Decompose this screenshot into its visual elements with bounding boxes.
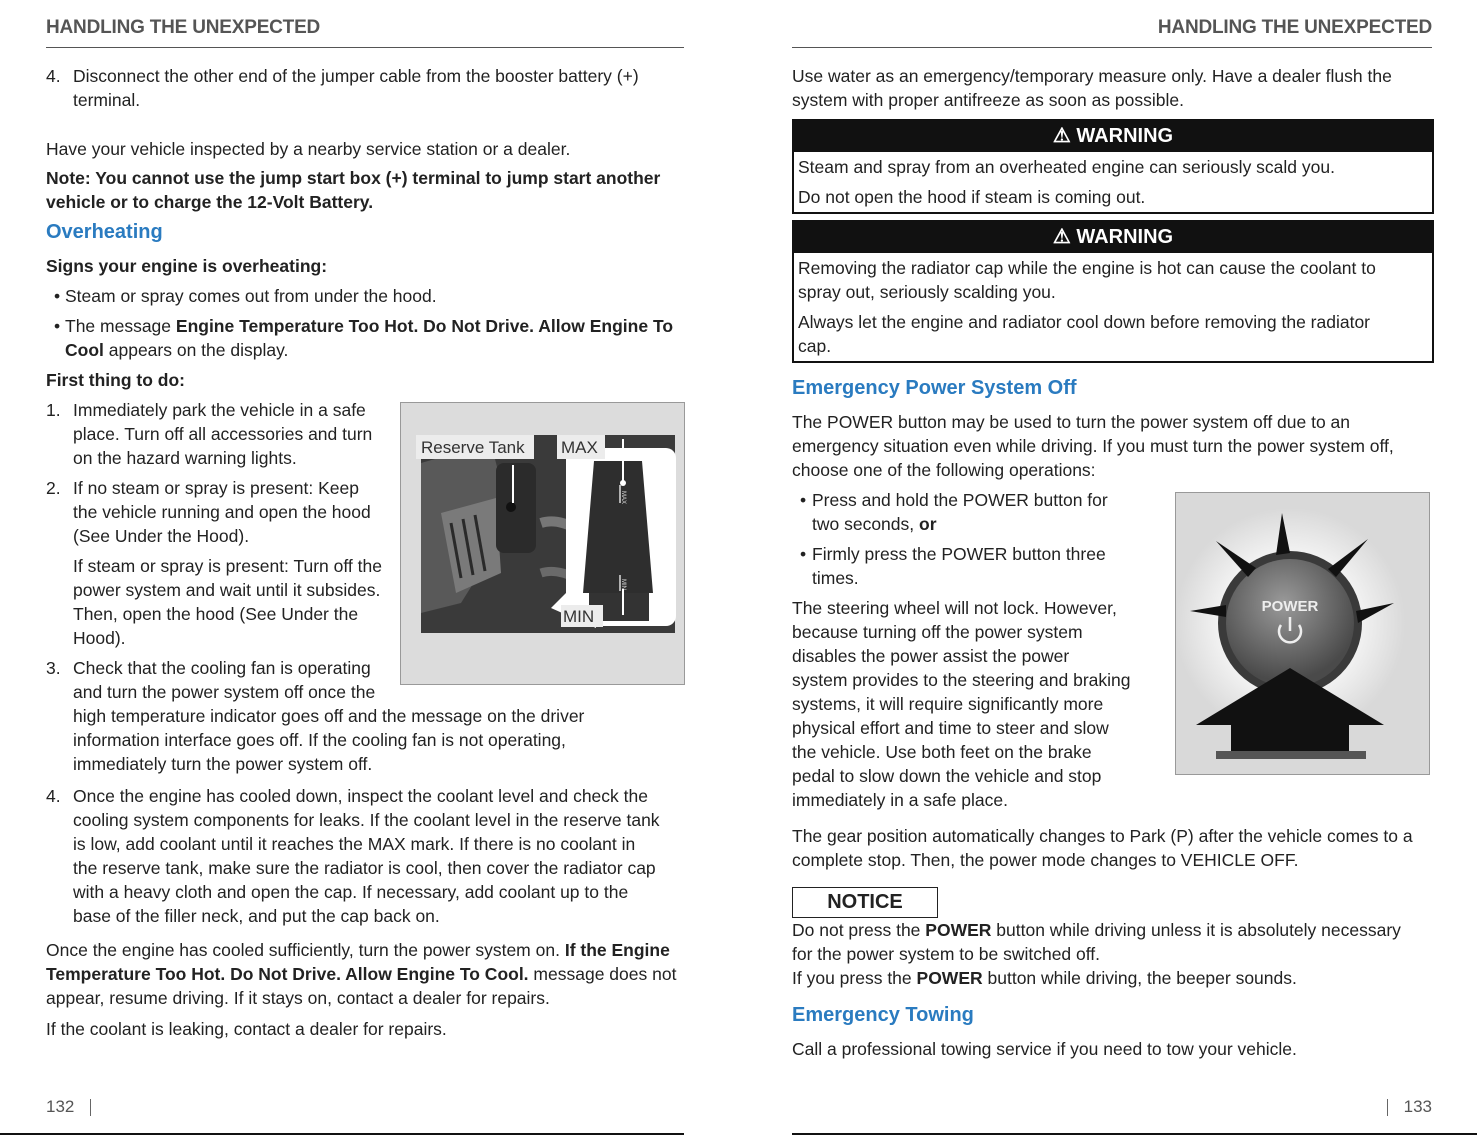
engine-bay-illustration xyxy=(401,403,684,684)
message-text: Engine Temperature Too Hot. Do Not Drive. Allow Engine To xyxy=(175,316,674,336)
bullet-line: two seconds, xyxy=(812,514,919,534)
warning-line: Always let the engine and radiator cool down before removing the radiator xyxy=(798,312,1371,332)
power-button-illustration xyxy=(1176,493,1429,774)
first-thing-heading: First thing to do: xyxy=(46,370,185,390)
step-line: terminal. xyxy=(73,90,141,110)
paragraph-line: The gear position automatically changes to Park (P) after the vehicle comes to a xyxy=(792,826,1413,846)
step-line: Immediately park the vehicle in a safe xyxy=(73,400,366,420)
notice-text: button while driving unless it is absolutely necessary xyxy=(991,920,1401,940)
message-text: Cool xyxy=(65,340,104,360)
notice-text: button while driving, the beeper sounds. xyxy=(982,968,1297,988)
step-line: place. Turn off all accessories and turn xyxy=(73,424,373,444)
paragraph-line: The steering wheel will not lock. However, xyxy=(792,598,1117,618)
power-word: POWER xyxy=(916,968,983,988)
warning-triangle-icon: ⚠ xyxy=(1052,125,1071,147)
step-line: is low, add coolant until it reaches the MAX mark. If there is no coolant in xyxy=(73,834,636,854)
towing-paragraph: Call a professional towing service if you need to tow your vehicle. xyxy=(792,1039,1297,1059)
bullet: • xyxy=(800,544,807,564)
step-number: 3. xyxy=(46,658,61,678)
paragraph-line: emergency situation even while driving. If you must turn the power system off, xyxy=(792,436,1394,456)
paragraph-line: system with proper antifreeze as soon as possible. xyxy=(792,90,1184,110)
max-label: MAX xyxy=(561,438,598,457)
min-label: MIN xyxy=(563,607,595,626)
step-line: (See Under the Hood). xyxy=(73,526,250,546)
step-line: with a heavy cloth and open the cap. If necessary, add coolant up to the xyxy=(73,882,629,902)
warning-title: WARNING xyxy=(1076,226,1174,248)
tank-max-tick: MAX xyxy=(620,491,626,505)
notice-label: NOTICE xyxy=(792,887,938,918)
message-text: Temperature Too Hot. Do Not Drive. Allow Engine To Cool. xyxy=(46,964,529,984)
sign-text: Steam or spray comes out from under the hood. xyxy=(65,286,437,306)
signs-heading: Signs your engine is overheating: xyxy=(46,256,328,276)
reserve-tank-label: Reserve Tank xyxy=(421,438,525,457)
step-1 xyxy=(46,398,396,470)
notice-text: for the power system to be switched off. xyxy=(792,944,1101,964)
step-line: power system and wait until it subsides. xyxy=(73,580,381,600)
gear-paragraph xyxy=(792,824,1413,872)
note-line: Note: You cannot use the jump start box (+) terminal to jump start another xyxy=(46,168,661,188)
step-line: Hood). xyxy=(73,628,126,648)
power-word: POWER xyxy=(925,920,992,940)
paragraph-line: The POWER button may be used to turn the power system off due to an xyxy=(792,412,1351,432)
overheating-heading: Overheating xyxy=(46,221,163,243)
warning-line: Removing the radiator cap while the engine is hot can cause the coolant to xyxy=(798,258,1376,278)
leak-paragraph: If the coolant is leaking, contact a dealer for repairs. xyxy=(46,1019,447,1039)
warning-line: Do not open the hood if steam is coming out. xyxy=(798,187,1146,207)
running-header-left: HANDLING THE UNEXPECTED xyxy=(46,16,684,48)
page-number-left xyxy=(46,1097,91,1117)
step-line: cooling system components for leaks. If the coolant level in the reserve tank xyxy=(73,810,660,830)
warning-header xyxy=(794,222,1432,253)
jump-start-note xyxy=(46,166,660,214)
paragraph-text: appear, resume driving. If it stays on, contact a dealer for repairs. xyxy=(46,988,550,1008)
reserve-tank-figure xyxy=(400,402,685,685)
notice-text: If you press the xyxy=(792,968,917,988)
bullet-line: times. xyxy=(812,568,859,588)
tank-min-tick: MIN xyxy=(620,579,626,590)
sign-text: appears on the display. xyxy=(103,340,289,360)
step-line: Check that the cooling fan is operating xyxy=(73,658,371,678)
step-line: the vehicle running and open the hood xyxy=(73,502,371,522)
warning-line: Steam and spray from an overheated engine can seriously scald you. xyxy=(798,157,1335,177)
step-line: information interface goes off. If the cooling fan is not operating, xyxy=(73,730,566,750)
bullet-line: Firmly press the POWER button three xyxy=(812,544,1106,564)
notice-text: Do not press the xyxy=(792,920,926,940)
right-page xyxy=(792,0,1432,1135)
warning-box-steam xyxy=(792,119,1434,214)
paragraph-line: complete stop. Then, the power mode changes to VEHICLE OFF. xyxy=(792,850,1299,870)
power-button-figure xyxy=(1175,492,1430,775)
power-button-label: POWER xyxy=(1261,598,1319,615)
step-line: on the hazard warning lights. xyxy=(73,448,297,468)
step-4-inspect xyxy=(46,784,684,928)
sign-bullet-1 xyxy=(46,284,684,308)
page-number: 133 xyxy=(1403,1097,1432,1116)
paragraph-line: the vehicle. Use both feet on the brake xyxy=(792,742,1092,762)
step-line: the reserve tank, make sure the radiator is cool, then cover the radiator cap xyxy=(73,858,656,878)
bullet-line: Press and hold the POWER button for xyxy=(812,490,1108,510)
paragraph-line: systems, it will require significantly more xyxy=(792,694,1104,714)
sign-text: The message xyxy=(65,316,176,336)
running-header-right: HANDLING THE UNEXPECTED xyxy=(792,16,1432,48)
paragraph-text: Once the engine has cooled sufficiently, turn the power system on. xyxy=(46,940,565,960)
warning-line: cap. xyxy=(798,336,832,356)
step-number: 2. xyxy=(46,478,61,498)
paragraph-text: message does not xyxy=(528,964,677,984)
page-number: 132 xyxy=(46,1097,75,1116)
step-line: base of the filler neck, and put the cap back on. xyxy=(73,906,440,926)
bullet: • xyxy=(54,286,61,306)
step-number: 4. xyxy=(46,786,61,806)
step-line: Once the engine has cooled down, inspect the coolant level and check the xyxy=(73,786,648,806)
water-paragraph xyxy=(792,64,1392,112)
step-2 xyxy=(46,476,396,650)
operation-bullet-2 xyxy=(792,542,1142,590)
warning-header xyxy=(794,121,1432,152)
message-text: If the Engine xyxy=(564,940,670,960)
emergency-towing-heading: Emergency Towing xyxy=(792,1004,974,1026)
emergency-power-heading: Emergency Power System Off xyxy=(792,377,1077,399)
paragraph-line: pedal to slow down the vehicle and stop xyxy=(792,766,1102,786)
paragraph-line: because turning off the power system xyxy=(792,622,1083,642)
paragraph-line: Use water as an emergency/temporary measure only. Have a dealer flush the xyxy=(792,66,1392,86)
paragraph-line: physical effort and time to steer and slow xyxy=(792,718,1109,738)
steering-paragraph xyxy=(792,596,1152,812)
footer-divider xyxy=(1387,1099,1388,1116)
or-text: or xyxy=(919,514,937,534)
paragraph-line: disables the power assist the power xyxy=(792,646,1070,666)
step-line: immediately turn the power system off. xyxy=(73,754,373,774)
paragraph-line: choose one of the following operations: xyxy=(792,460,1096,480)
step-number: 4. xyxy=(46,66,61,86)
paragraph-line: immediately in a safe place. xyxy=(792,790,1008,810)
step-number: 1. xyxy=(46,400,61,420)
step-4-disconnect xyxy=(46,64,684,112)
page-number-right xyxy=(1387,1097,1432,1117)
warning-triangle-icon: ⚠ xyxy=(1052,226,1071,248)
paragraph-line: system provides to the steering and braking xyxy=(792,670,1131,690)
step-line: high temperature indicator goes off and the message on the driver xyxy=(73,706,585,726)
restart-paragraph xyxy=(46,938,684,1010)
bullet: • xyxy=(54,316,61,336)
step-line: Then, open the hood (See Under the xyxy=(73,604,359,624)
warning-title: WARNING xyxy=(1076,125,1174,147)
warning-line: spray out, seriously scalding you. xyxy=(798,282,1056,302)
eps-paragraph xyxy=(792,410,1394,482)
footer-divider xyxy=(90,1099,91,1116)
step-line: Disconnect the other end of the jumper cable from the booster battery (+) xyxy=(73,66,639,86)
bullet: • xyxy=(800,490,807,510)
inspect-paragraph: Have your vehicle inspected by a nearby service station or a dealer. xyxy=(46,139,571,159)
notice-paragraph xyxy=(792,918,1401,990)
sign-bullet-2 xyxy=(46,314,684,362)
step-line: If steam or spray is present: Turn off the xyxy=(73,556,382,576)
warning-box-radiator xyxy=(792,220,1434,363)
step-line: and turn the power system off once the xyxy=(73,682,376,702)
step-line: If no steam or spray is present: Keep xyxy=(73,478,359,498)
note-line: vehicle or to charge the 12-Volt Battery. xyxy=(46,192,374,212)
operation-bullet-1 xyxy=(792,488,1142,536)
left-page xyxy=(46,0,684,1135)
